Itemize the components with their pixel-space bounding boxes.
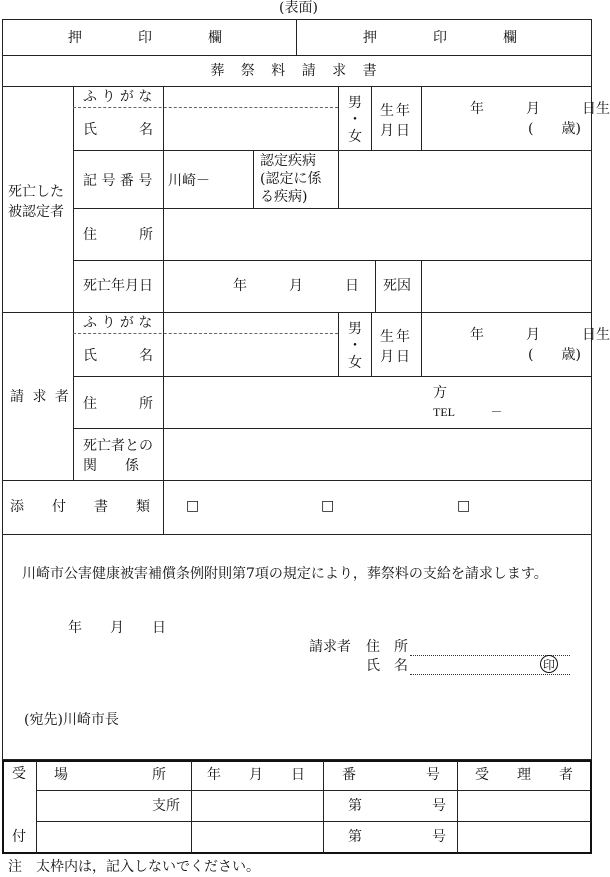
reception-number-row-2: 第 号: [348, 829, 446, 845]
footnote: 注 太枠内は，記入しないでください。: [8, 859, 260, 875]
claimant-relation-field[interactable]: [165, 430, 590, 478]
reception-col-place: 場 所: [54, 767, 166, 783]
claimant-birth-value[interactable]: 年 月 日生: [470, 327, 610, 343]
attachment-checkbox-2[interactable]: □: [321, 498, 335, 514]
seal-mark: 印: [540, 655, 558, 673]
reception-number-row-1: 第 号: [348, 798, 446, 814]
claimant-name-label: 氏 名: [83, 348, 153, 364]
deceased-furigana-field[interactable]: [165, 89, 335, 106]
deceased-birth-label: 生年 月日: [380, 103, 412, 139]
deceased-section-label: 死亡した 被認定者: [8, 184, 64, 220]
attachments-label: 添 付 書 類: [10, 499, 150, 515]
reception-side-top: 受: [12, 766, 26, 782]
deceased-name-field[interactable]: [165, 110, 335, 148]
request-statement: 川崎市公害健康被害補償条例附則第7項の規定により，葬祭料の支給を請求します。: [22, 566, 548, 582]
deceased-address-field[interactable]: [165, 210, 590, 258]
claimant-furigana-field[interactable]: [165, 315, 335, 332]
deceased-cause-label: 死因: [383, 278, 411, 294]
claimant-section-label: 請 求 者: [10, 389, 71, 405]
stamp-right-label: 押 印 欄: [363, 30, 517, 46]
reception-branch: 支所: [152, 798, 180, 814]
signature-name-label: 氏 名: [366, 658, 408, 674]
deceased-cause-field[interactable]: [423, 262, 590, 310]
deceased-age-value[interactable]: ( 歳): [528, 121, 581, 137]
deceased-name-label: 氏 名: [83, 122, 153, 138]
reception-side-bottom: 付: [12, 829, 26, 845]
deceased-address-label: 住 所: [83, 227, 153, 243]
signature-address-label: 住 所: [366, 639, 408, 655]
claimant-address-suffix: 方: [433, 385, 447, 401]
deceased-death-date-value[interactable]: 年 月 日: [233, 278, 359, 294]
attachment-checkbox-1[interactable]: □: [186, 498, 200, 514]
signature-claimant-label: 請求者: [309, 639, 351, 655]
form-title: 葬 祭 料 請 求 書: [210, 63, 383, 79]
deceased-code-label: 記 号 番 号: [83, 173, 153, 189]
deceased-disease-label: 認定疾病 (認定に係 る疾病): [260, 153, 322, 205]
addressee: (宛先)川崎市長: [24, 712, 119, 728]
reception-col-receiver: 受 理 者: [475, 767, 573, 783]
attachment-checkbox-3[interactable]: □: [457, 498, 471, 514]
claimant-address-label: 住 所: [83, 396, 153, 412]
claimant-birth-label: 生年 月日: [380, 329, 412, 365]
deceased-birth-value[interactable]: 年 月 日生: [470, 101, 610, 117]
deceased-disease-field[interactable]: [340, 152, 590, 206]
request-date[interactable]: 年 月 日: [68, 620, 166, 636]
reception-col-number: 番 号: [342, 767, 440, 783]
claimant-sex-label: 男 ・ 女: [348, 321, 362, 371]
deceased-sex-label: 男 ・ 女: [348, 95, 362, 145]
claimant-tel-label: TEL －: [433, 405, 503, 419]
reception-col-date: 年 月 日: [207, 767, 305, 783]
stamp-left-label: 押 印 欄: [68, 30, 222, 46]
claimant-relation-label: 死亡者との 関 係: [83, 438, 153, 474]
claimant-address-field[interactable]: [165, 378, 430, 426]
side-label: (表面): [279, 0, 318, 16]
deceased-code-value[interactable]: 川崎－: [168, 173, 210, 189]
signature-address-field[interactable]: [410, 637, 570, 655]
claimant-name-field[interactable]: [165, 336, 335, 374]
deceased-death-date-label: 死亡年月日: [83, 278, 153, 294]
signature-name-field[interactable]: [410, 656, 538, 674]
deceased-furigana-label: ふ り が な: [83, 89, 153, 105]
claimant-age-value[interactable]: ( 歳): [528, 347, 581, 363]
claimant-furigana-label: ふ り が な: [83, 315, 153, 331]
